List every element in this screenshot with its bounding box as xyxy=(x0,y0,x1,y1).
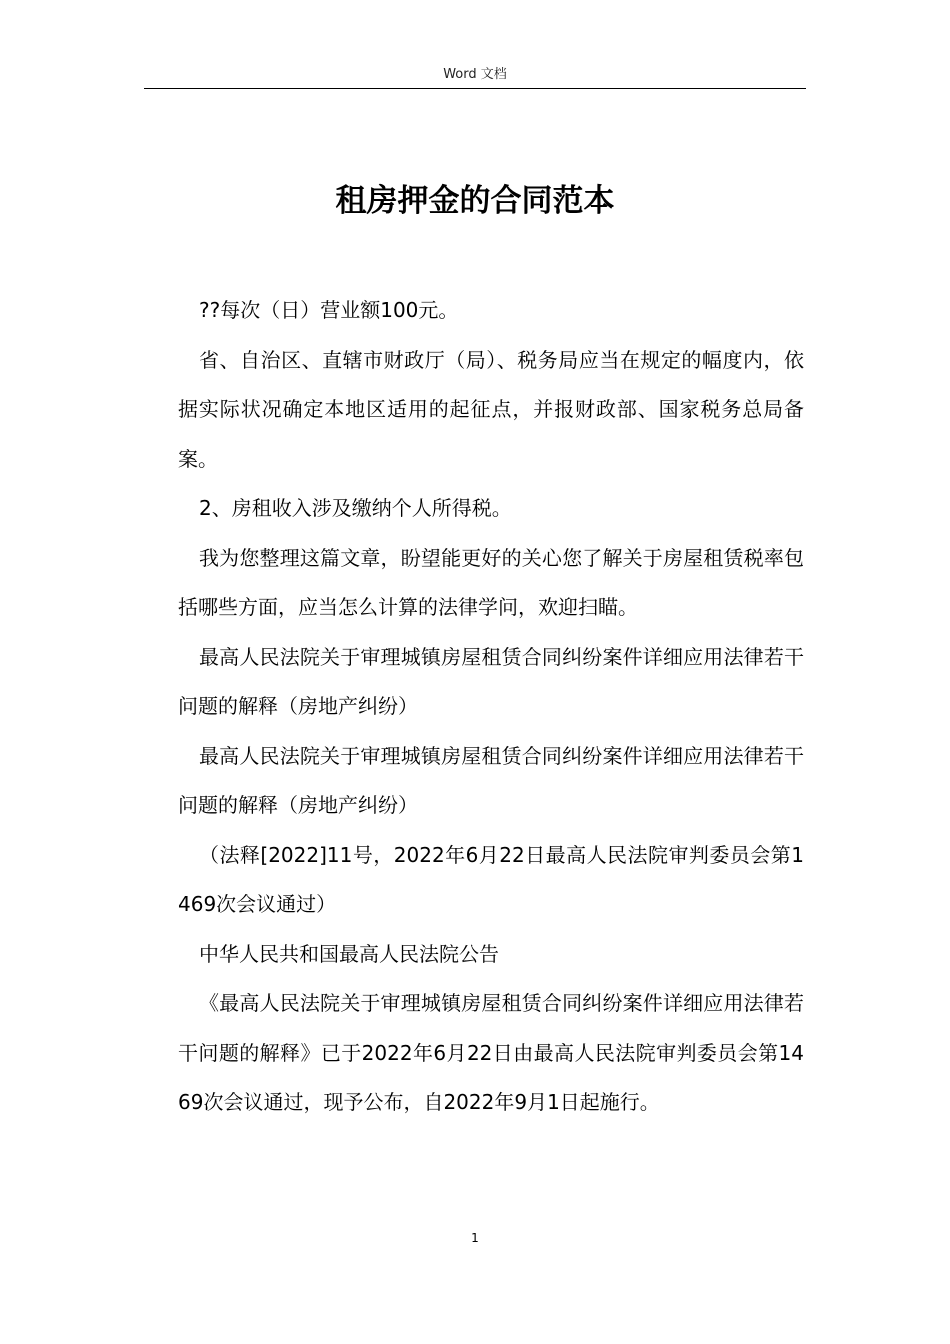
paragraph: 中华人民共和国最高人民法院公告 xyxy=(199,941,499,966)
document-title: 租房押金的合同范本 xyxy=(335,182,615,219)
page-number: 1 xyxy=(471,1231,479,1245)
paragraph: 最高人民法院关于审理城镇房屋租赁合同纠纷案件详细应用法律若干问题的解释（房地产纠纷） xyxy=(178,743,804,817)
page-header-label: Word 文档 xyxy=(443,67,507,82)
paragraph: （法释[2022]11号，2022年6月22日最高人民法院审判委员会第1469次会议通过） xyxy=(178,842,804,916)
paragraph: 省、自治区、直辖市财政厅（局）、税务局应当在规定的幅度内，依据实际状况确定本地区适用的起征点，并报财政部、国家税务总局备案。 xyxy=(178,347,804,471)
paragraph: 最高人民法院关于审理城镇房屋租赁合同纠纷案件详细应用法律若干问题的解释（房地产纠纷） xyxy=(178,644,804,718)
document-body xyxy=(178,286,804,1128)
header-divider xyxy=(144,88,806,89)
paragraph: ??每次（日）营业额100元。 xyxy=(199,298,459,322)
paragraph: 《最高人民法院关于审理城镇房屋租赁合同纠纷案件详细应用法律若干问题的解释》已于2022年6月22日由最高人民法院审判委员会第1469次会议通过，现予公布，自2022年9月1日起施行。 xyxy=(178,991,804,1114)
paragraph: 2、房租收入涉及缴纳个人所得税。 xyxy=(199,496,512,520)
paragraph: 我为您整理这篇文章，盼望能更好的关心您了解关于房屋租赁税率包括哪些方面，应当怎么计算的法律学问，欢迎扫瞄。 xyxy=(178,545,804,619)
